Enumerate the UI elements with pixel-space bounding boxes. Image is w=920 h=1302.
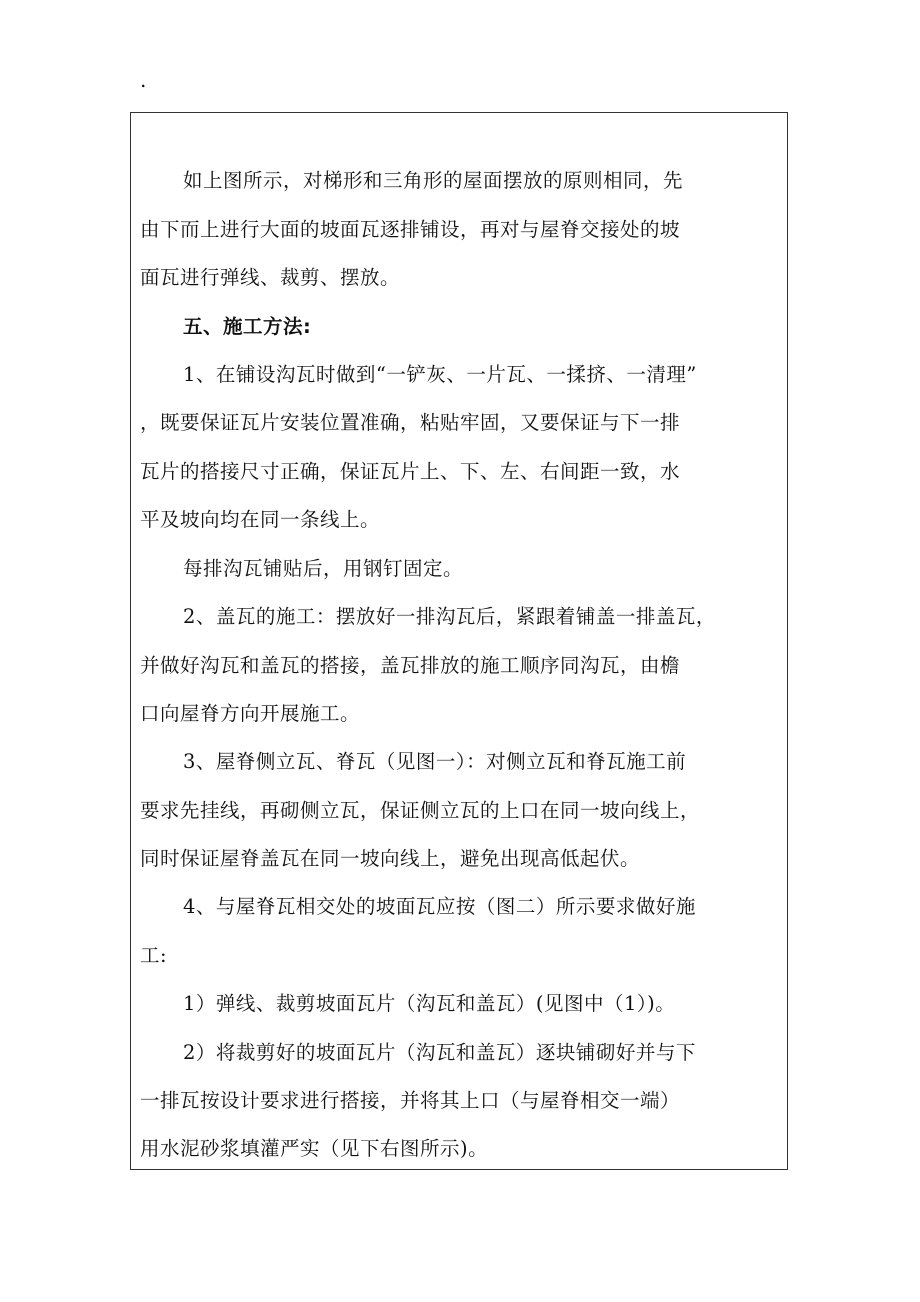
- paragraph-line: 3、屋脊侧立瓦、脊瓦（见图一）：对侧立瓦和脊瓦施工前: [183, 750, 687, 773]
- paragraph-line: 要求先挂线，再砌侧立瓦，保证侧立瓦的上口在同一坡向线上，: [140, 799, 701, 822]
- paragraph-line: 瓦片的搭接尺寸正确，保证瓦片上、下、左、右间距一致，水: [140, 460, 681, 483]
- paragraph-line: 平及坡向均在同一条线上。: [140, 508, 381, 531]
- paragraph-line: 并做好沟瓦和盖瓦的搭接，盖瓦排放的施工顺序同沟瓦，由檐: [140, 654, 681, 677]
- paragraph-line: 工:: [140, 944, 168, 967]
- paragraph-line: 1）弹线、裁剪坡面瓦片（沟瓦和盖瓦）(见图中（1）)。: [183, 992, 676, 1015]
- paragraph-line: 口向屋脊方向开展施工。: [140, 702, 361, 725]
- paragraph-line: 如上图所示，对梯形和三角形的屋面摆放的原则相同，先: [183, 169, 684, 192]
- paragraph-line: 面瓦进行弹线、裁剪、摆放。: [140, 266, 401, 289]
- section-heading: 五、施工方法:: [183, 315, 312, 338]
- paragraph-line: 1、在铺设沟瓦时做到“一铲灰、一片瓦、一揉挤、一清理”: [183, 363, 697, 386]
- page-mark: .: [140, 68, 147, 92]
- paragraph-line: 一排瓦按设计要求进行搭接，并将其上口（与屋脊相交一端）: [140, 1089, 681, 1112]
- paragraph-line: 4、与屋脊瓦相交处的坡面瓦应按（图二）所示要求做好施: [183, 895, 696, 918]
- paragraph-line: ，既要保证瓦片安装位置准确，粘贴牢固，又要保证与下一排: [140, 411, 681, 434]
- paragraph-line: 2、盖瓦的施工：摆放好一排沟瓦后，紧跟着铺盖一排盖瓦，: [183, 605, 716, 628]
- paragraph-line: 每排沟瓦铺贴后，用钢钉固定。: [183, 557, 464, 580]
- paragraph-line: 同时保证屋脊盖瓦在同一坡向线上，避免出现高低起伏。: [140, 847, 641, 870]
- paragraph-line: 由下而上进行大面的坡面瓦逐排铺设，再对与屋脊交接处的坡: [140, 218, 681, 241]
- paragraph-line: 2）将裁剪好的坡面瓦片（沟瓦和盖瓦）逐块铺砌好并与下: [183, 1041, 696, 1064]
- paragraph-line: 用水泥砂浆填灌严实（见下右图所示)。: [140, 1137, 489, 1160]
